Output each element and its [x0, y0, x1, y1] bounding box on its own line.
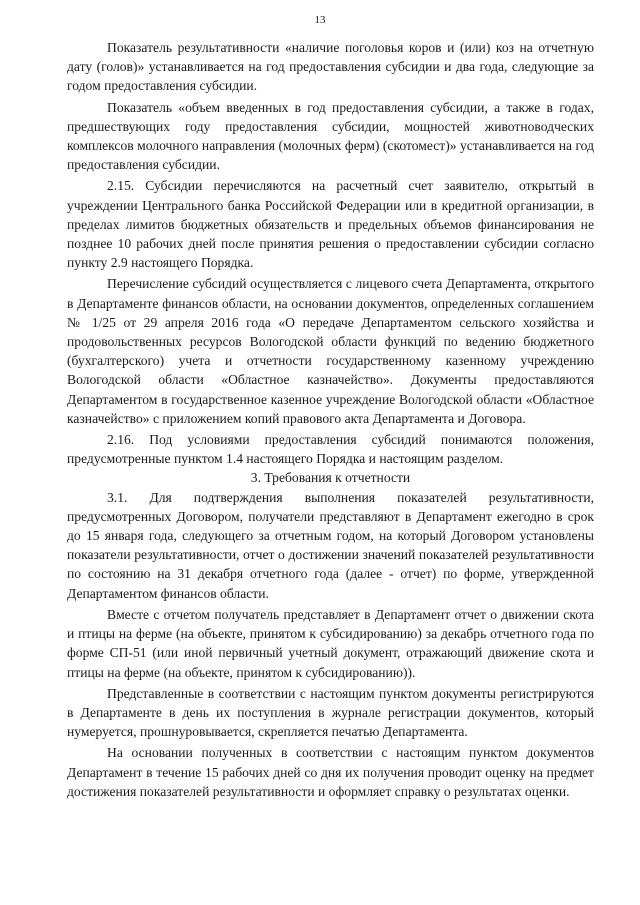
paragraph-indicator-capacity: Показатель «объем введенных в год предоставления субсидии, а также в годах, предшествующих году предоставления субсидии, мощностей животноводческих комплексов молочного направления (молочных ферм) (скотомест)» устанавливается на год предоставления субсидии. — [67, 99, 594, 173]
paragraph-indicator-livestock: Показатель результативности «наличие поголовья коров и (или) коз на отчетную дату (голов)» устанавливается на год предоставления субсидии и два года, следующие за годом предоставления субсидии. — [67, 40, 594, 94]
page-number: 13 — [314, 14, 326, 26]
paragraph-clause-3-1: 3.1. Для подтверждения выполнения показателей результативности, предусмотренных Договором, получатели представляют в Департамент ежегодно в срок до 15 января года, следующего за отчетным годом, на который Договором установлены показатели результативности, отчет о достижении значений показателей результативности по состоянию на 31 декабря отчетного года (далее - отчет) по форме, утвержденной Департаментом финансов области. — [67, 489, 594, 601]
document-body — [67, 38, 594, 801]
paragraph-clause-2-16: 2.16. Под условиями предоставления субсидий понимаются положения, предусмотренные пунктом 1.4 настоящего Порядка и настоящим разделом. — [67, 432, 594, 467]
paragraph-evaluation: На основании полученных в соответствии с настоящим пунктом документов Департамент в течение 15 рабочих дней со дня их получения проводит оценку на предмет достижения показателей результативности и оформляет справку о результатах оценки. — [67, 745, 594, 799]
paragraph-clause-2-15: 2.15. Субсидии перечисляются на расчетный счет заявителю, открытый в учреждении Центрального банка Российской Федерации или в кредитной организации, в пределах лимитов бюджетных обязательств и предельных объемов финансирования не позднее 10 рабочих дней после принятия решения о предоставлении субсидии согласно пункту 2.9 настоящего Порядка. — [67, 178, 594, 271]
paragraph-registration: Представленные в соответствии с настоящим пунктом документы регистрируются в Департаменте в день их поступления в журнале регистрации документов, который нумеруется, прошнуровывается, скрепляется печатью Департамента. — [67, 685, 594, 740]
section-heading: 3. Требования к отчетности — [250, 470, 411, 486]
paragraph-transfer-of-subsidies: Перечисление субсидий осуществляется с лицевого счета Департамента, открытого в Департаменте финансов области, на основании документов, определенных соглашением № 1/25 от 29 апреля 2016 года «О передаче Департаментом сельского хозяйства и продовольственных ресурсов Вологодской области функций по ведению бюджетного (бухгалтерского) учета и отчетности государственному казенному учреждению Вологодской области «Областное казначейство». Документы предоставляются Департаментом в государственное казенное учреждение Вологодской области «Областное казначейство» с приложением копий правового акта Департамента и Договора. — [67, 276, 594, 426]
paragraph-livestock-report: Вместе с отчетом получатель представляет в Департамент отчет о движении скота и птицы на ферме (на объекте, принятом к субсидированию) за декабрь отчетного года по форме СП-51 (или иной первичный учетный документ, отражающий движение скота и птицы на ферме (на объекте, принятом к субсидированию)). — [67, 606, 594, 680]
